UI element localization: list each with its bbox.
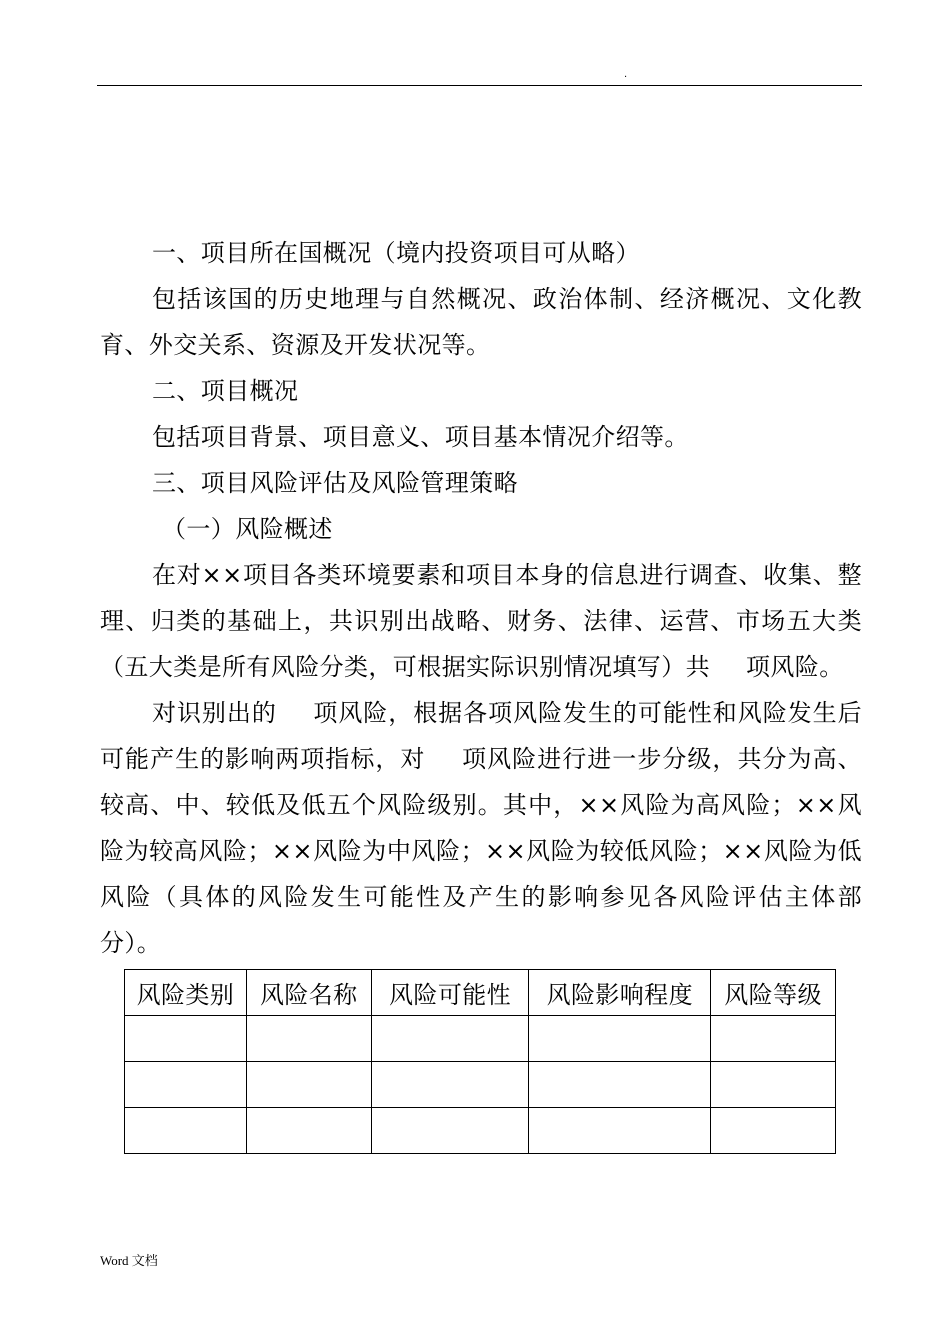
table-cell [529, 1108, 711, 1154]
table-cell [125, 1062, 247, 1108]
table-cell [529, 1016, 711, 1062]
risk-grading-text-b: 项风险，根据各项风险发生的可能性和风险发生后可能产生的影响两项指标，对 [100, 699, 862, 773]
header-risk-name: 风险名称 [246, 970, 371, 1016]
table-cell [711, 1062, 836, 1108]
section-1-paragraph: 包括该国的历史地理与自然概况、政治体制、经济概况、文化教育、外交关系、资源及开发状况等。 [100, 285, 862, 359]
risk-grading-text-c: 项风险进行进一步分级，共分为高、较高、中、较低及低五个风险级别。其中，××风险为高风险；××风险为较高风险；××风险为中风险；××风险为较低风险；××风险为低风险（具体的风险发生可能性及产生的影响参见各风险评估主体部分）。 [100, 745, 862, 957]
table-row [125, 1108, 836, 1154]
table-cell [529, 1062, 711, 1108]
table-row [125, 1016, 836, 1062]
table-cell [246, 1016, 371, 1062]
header-rule [97, 85, 862, 86]
section-2-paragraph: 包括项目背景、项目意义、项目基本情况介绍等。 [152, 423, 689, 451]
table-cell [711, 1108, 836, 1154]
section-3-heading: 三、项目风险评估及风险管理策略 [152, 469, 518, 497]
header-risk-impact: 风险影响程度 [529, 970, 711, 1016]
section-3-1-heading: （一）风险概述 [162, 515, 333, 543]
table-row [125, 1062, 836, 1108]
header-risk-likelihood: 风险可能性 [371, 970, 529, 1016]
header-risk-category: 风险类别 [125, 970, 247, 1016]
risk-overview-paragraph-2 [100, 690, 862, 966]
table-header-row [125, 970, 836, 1016]
risk-overview-text-b: 项风险。 [746, 653, 844, 681]
section-2-heading: 二、项目概况 [152, 377, 299, 405]
header-risk-level: 风险等级 [711, 970, 836, 1016]
table-cell [371, 1016, 529, 1062]
section-1-heading: 一、项目所在国概况（境内投资项目可从略） [152, 239, 640, 267]
footer-label: Word 文档 [100, 1253, 158, 1268]
table-cell [246, 1062, 371, 1108]
table-cell [125, 1016, 247, 1062]
risk-table [124, 969, 836, 1154]
table-cell [125, 1108, 247, 1154]
risk-overview-paragraph-1 [100, 552, 862, 690]
document-body [100, 230, 862, 966]
table-cell [246, 1108, 371, 1154]
risk-grading-text-a: 对识别出的 [152, 699, 277, 727]
risk-overview-text-a: 在对××项目各类环境要素和项目本身的信息进行调查、收集、整理、归类的基础上，共识别出战略、财务、法律、运营、市场五大类（五大类是所有风险分类，可根据实际识别情况填写）共 [100, 561, 862, 681]
table-cell [711, 1016, 836, 1062]
header-mark: . [624, 69, 628, 80]
table-cell [371, 1062, 529, 1108]
table-cell [371, 1108, 529, 1154]
